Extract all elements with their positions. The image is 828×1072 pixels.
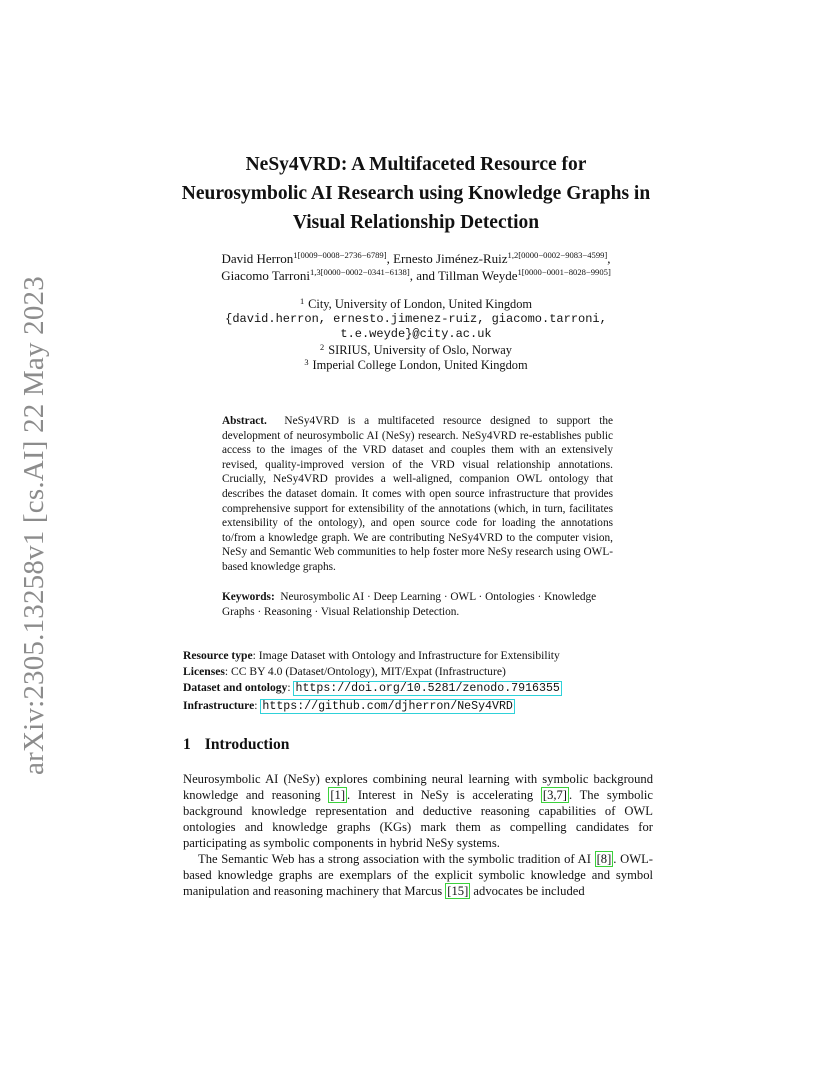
- author-line: [150, 267, 682, 284]
- resource-info: [183, 648, 653, 715]
- infrastructure-row: [183, 698, 653, 715]
- licenses-row: [183, 664, 653, 680]
- email-line: {david.herron, ernesto.jimenez-ruiz, giacomo.tarroni,: [225, 312, 607, 327]
- affiliations: [150, 297, 682, 373]
- affiliation-line: [150, 358, 682, 373]
- section-number: 1: [183, 736, 191, 753]
- arxiv-identifier-text: arXiv:2305.13258v1 [cs.AI] 22 May 2023: [17, 276, 50, 775]
- keywords: [222, 590, 613, 619]
- body-text: [183, 771, 653, 899]
- author-orcid: 1[0000−0001−8028−9905]: [517, 267, 611, 277]
- licenses-value: : CC BY 4.0 (Dataset/Ontology), MIT/Expat (Infrastructure): [224, 665, 506, 679]
- dataset-separator: :: [287, 681, 294, 695]
- affiliation-line: [150, 343, 682, 358]
- affiliation-number: 3: [304, 357, 309, 367]
- author-separator: ,: [386, 251, 394, 266]
- author-orcid: 1[0009−0008−2736−6789]: [293, 250, 387, 260]
- abstract-label: Abstract.: [222, 415, 267, 427]
- title-line: Neurosymbolic AI Research using Knowledge Graphs in: [181, 183, 651, 204]
- arxiv-identifier: [14, 276, 54, 775]
- affiliation-line: [150, 297, 682, 312]
- author-name: Ernesto Jiménez-Ruiz: [393, 251, 508, 266]
- resource-type-label: Resource type: [183, 649, 253, 662]
- infrastructure-separator: :: [254, 698, 261, 712]
- paper-title: [150, 150, 682, 237]
- citation-link[interactable]: [1]: [330, 788, 346, 802]
- author-list: [150, 250, 682, 284]
- author-orcid: 1,3[0000−0002−0341−6138]: [309, 267, 410, 277]
- affiliation-text: Imperial College London, United Kingdom: [312, 357, 528, 372]
- affiliation-number: 1: [299, 297, 305, 306]
- affiliation-text: City, University of London, United Kingdom: [308, 297, 533, 311]
- section-title: Introduction: [204, 736, 290, 753]
- paragraph: [183, 851, 653, 899]
- abstract: [222, 414, 613, 575]
- title-line: Visual Relationship Detection: [292, 212, 540, 233]
- affiliation-text: SIRIUS, University of Oslo, Norway: [328, 342, 512, 357]
- dataset-label: Dataset and ontology: [183, 681, 288, 695]
- author-line: [150, 250, 682, 267]
- author-separator: ,: [607, 251, 611, 266]
- citation-link[interactable]: [8]: [596, 852, 612, 866]
- licenses-label: Licenses: [183, 665, 225, 679]
- paragraph-text: advocates be included: [470, 884, 585, 898]
- paragraph-text: . OWL-based knowledge graphs are exemplars of the explicit symbolic knowledge and symbol manipulation and reasoning machinery that Marcus: [183, 852, 653, 898]
- paragraph-text: . The symbolic background knowledge representation and deductive reasoning capabilities of OWL ontologies and knowledge graphs (KGs) mark them as compelling candidates for participating as symbolic components in hybrid NeSy systems.: [183, 788, 653, 850]
- keywords-text: Neurosymbolic AI · Deep Learning · OWL · Ontologies · Knowledge Graphs · Reasoning · Visual Relationship Detection.: [222, 591, 597, 618]
- paragraph-text: . Interest in NeSy is accelerating: [347, 788, 541, 802]
- infrastructure-link[interactable]: https://github.com/djherron/NeSy4VRD: [262, 699, 513, 713]
- paragraph-text: The Semantic Web has a strong association with the symbolic tradition of AI: [198, 852, 595, 866]
- citation-link[interactable]: [3,7]: [542, 788, 568, 802]
- author-separator: , and: [409, 268, 438, 283]
- paragraph: [183, 771, 653, 851]
- author-orcid: 1,2[0000−0002−9083−4599]: [507, 250, 608, 260]
- resource-type-row: [183, 648, 653, 664]
- author-name: Giacomo Tarroni: [221, 268, 310, 283]
- email-line: t.e.weyde}@city.ac.uk: [340, 327, 492, 342]
- resource-type-value: : Image Dataset with Ontology and Infrastructure for Extensibility: [252, 649, 560, 662]
- section-heading: [183, 736, 289, 754]
- keywords-label: Keywords:: [222, 591, 275, 603]
- paragraph-text: Neurosymbolic AI (NeSy) explores combining neural learning with symbolic background knowledge and reasoning: [183, 772, 653, 802]
- abstract-text: NeSy4VRD is a multifaceted resource designed to support the development of neurosymbolic AI (NeSy) research. NeSy4VRD re-establishes public access to the images of the VRD dataset and couples them with an extensively revised, quality-improved version of the VRD visual relationship annotations. Crucially, NeSy4VRD provides a well-aligned, companion OWL ontology that describes the dataset domain. It comes with open source infrastructure that provides comprehensive support for extensibility of the annotations (which, in turn, facilitates extensibility of the ontology), and open source code for loading the annotations to/from a knowledge graph. We are contributing NeSy4VRD to the computer vision, NeSy and Semantic Web communities to help foster more NeSy research using OWL-based knowledge graphs.: [222, 415, 613, 573]
- dataset-link[interactable]: https://doi.org/10.5281/zenodo.7916355: [295, 682, 560, 696]
- author-name: Tillman Weyde: [438, 268, 518, 283]
- title-line: NeSy4VRD: A Multifaceted Resource for: [245, 154, 587, 175]
- dataset-row: [183, 680, 653, 697]
- author-name: David Herron: [221, 251, 294, 266]
- infrastructure-label: Infrastructure: [183, 698, 255, 712]
- citation-link[interactable]: [15]: [447, 884, 469, 898]
- affiliation-number: 2: [320, 342, 325, 352]
